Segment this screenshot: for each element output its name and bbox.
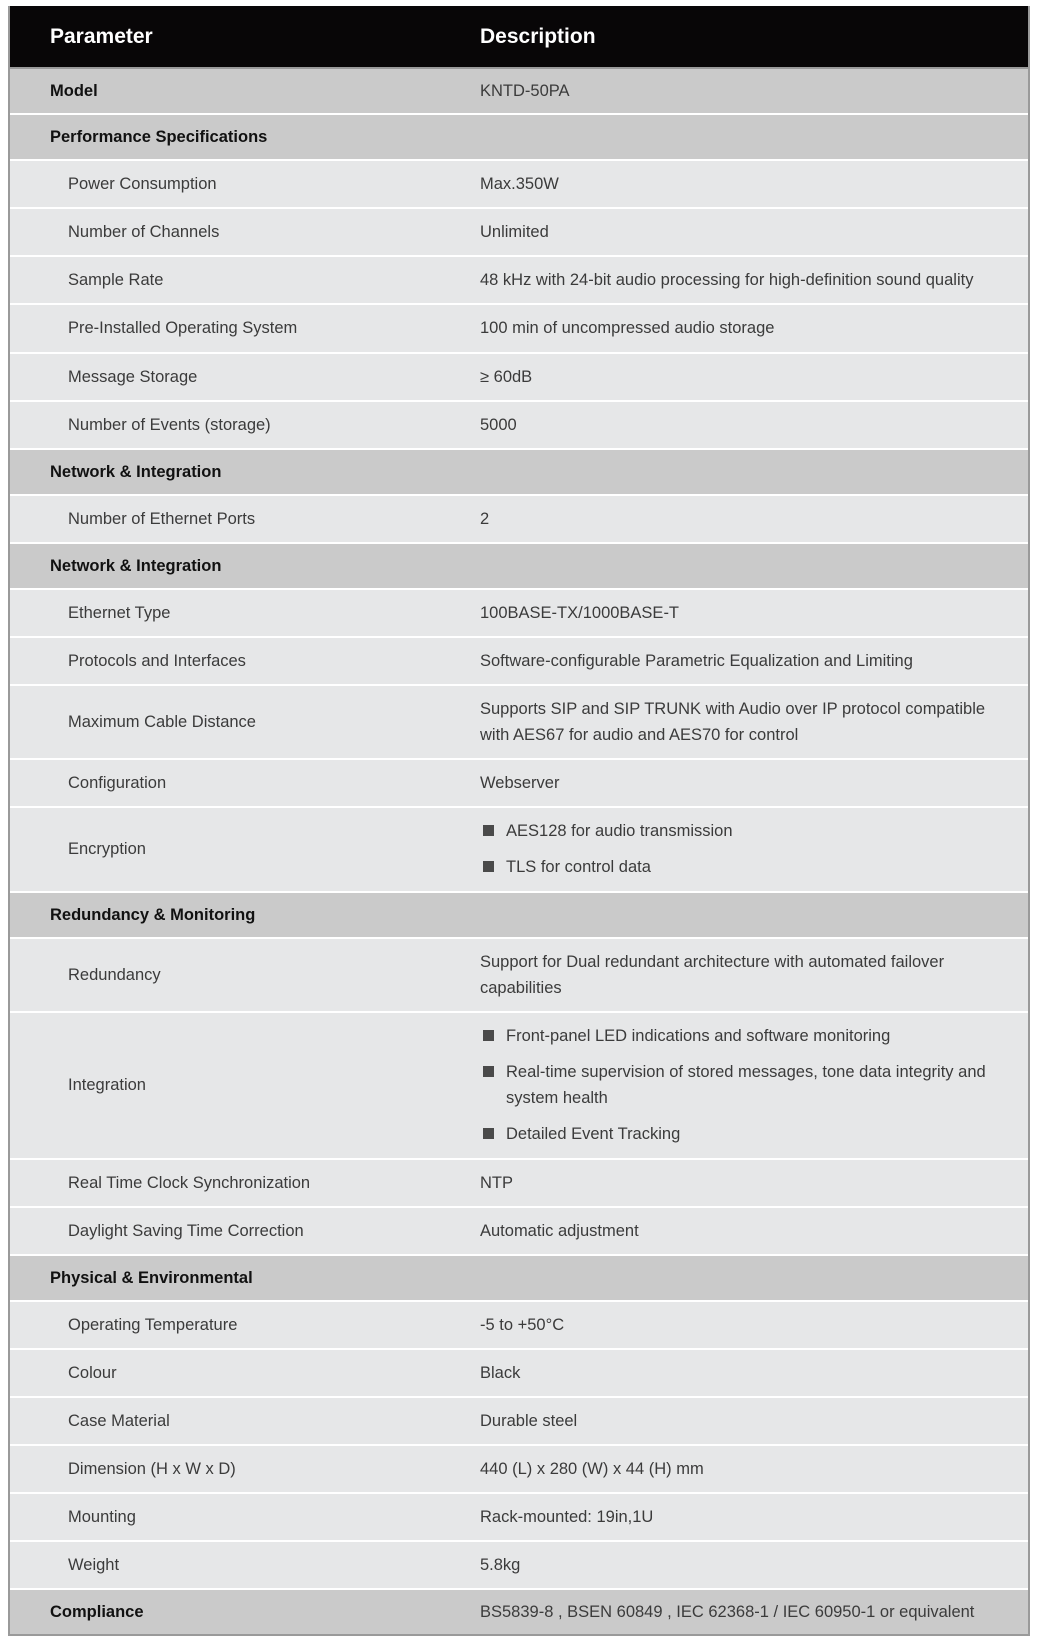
description-value: 48 kHz with 24-bit audio processing for high-definition sound quality	[480, 271, 974, 290]
parameter-label: Real Time Clock Synchronization	[68, 1173, 311, 1192]
description-value	[480, 1013, 1028, 1158]
square-bullet-icon	[483, 1128, 494, 1139]
description-value	[480, 544, 1028, 588]
description-value: NTP	[480, 1173, 513, 1192]
bullet-item	[480, 1023, 1016, 1050]
square-bullet-icon	[483, 1066, 494, 1077]
parameter-label: Message Storage	[68, 367, 198, 386]
bullet-item	[480, 818, 1016, 845]
table-body	[10, 69, 1028, 1634]
parameter-label: Pre-Installed Operating System	[68, 319, 298, 338]
parameter-label: Sample Rate	[68, 271, 164, 290]
description-value: 2	[480, 509, 490, 528]
parameter-label: Case Material	[68, 1411, 170, 1430]
bullet-item	[480, 1121, 1016, 1148]
description-value: Support for Dual redundant architecture with automated failover capabilities	[480, 952, 945, 997]
column-header-description: Description	[480, 25, 596, 48]
table-row	[10, 1446, 1028, 1494]
description-value	[480, 115, 1028, 159]
section-header-row	[10, 1256, 1028, 1302]
table-row	[10, 1590, 1028, 1634]
description-value: KNTD-50PA	[480, 82, 570, 101]
table-row	[10, 1494, 1028, 1542]
description-value: BS5839-8 , BSEN 60849 , IEC 62368-1 / IEC 60950-1 or equivalent	[480, 1603, 975, 1622]
parameter-label: Dimension (H x W x D)	[68, 1460, 236, 1479]
description-value	[480, 450, 1028, 494]
description-value: 5.8kg	[480, 1556, 521, 1575]
table-row	[10, 1350, 1028, 1398]
table-row	[10, 209, 1028, 257]
section-label: Network & Integration	[50, 556, 222, 575]
description-value: ≥ 60dB	[480, 367, 533, 386]
description-value: Software-configurable Parametric Equalization and Limiting	[480, 651, 913, 670]
parameter-label: Number of Channels	[68, 223, 220, 242]
bullet-list	[480, 818, 1016, 880]
parameter-label: Power Consumption	[68, 175, 217, 194]
table-row	[10, 161, 1028, 209]
description-value: Max.350W	[480, 175, 559, 194]
parameter-label: Integration	[68, 1076, 146, 1095]
bullet-text: Detailed Event Tracking	[506, 1124, 681, 1143]
description-value: Supports SIP and SIP TRUNK with Audio over IP protocol compatible with AES67 for audio and AES70 for control	[480, 699, 986, 745]
table-row	[10, 1013, 1028, 1160]
parameter-label: Number of Ethernet Ports	[68, 509, 256, 528]
square-bullet-icon	[483, 861, 494, 872]
parameter-label: Maximum Cable Distance	[68, 713, 256, 732]
table-row	[10, 1542, 1028, 1590]
parameter-label: Colour	[68, 1363, 117, 1382]
table-row	[10, 760, 1028, 808]
table-row	[10, 1302, 1028, 1350]
table-row	[10, 1208, 1028, 1256]
section-label: Performance Specifications	[50, 128, 268, 147]
section-label: Redundancy & Monitoring	[50, 905, 256, 924]
bullet-text: Real-time supervision of stored messages, tone data integrity and system health	[506, 1062, 986, 1108]
parameter-label: Compliance	[50, 1603, 144, 1622]
specification-table	[8, 6, 1030, 1636]
table-header-row	[10, 6, 1028, 69]
table-row	[10, 808, 1028, 892]
table-row	[10, 402, 1028, 450]
section-label: Physical & Environmental	[50, 1268, 253, 1287]
description-value: Rack-mounted: 19in,1U	[480, 1508, 654, 1527]
parameter-label: Redundancy	[68, 965, 161, 984]
section-header-row	[10, 544, 1028, 590]
table-row	[10, 305, 1028, 353]
description-value	[480, 808, 1028, 890]
table-row	[10, 1160, 1028, 1208]
column-header-parameter: Parameter	[50, 25, 153, 48]
parameter-label: Daylight Saving Time Correction	[68, 1221, 304, 1240]
table-row	[10, 638, 1028, 686]
description-value: 100BASE-TX/1000BASE-T	[480, 603, 680, 622]
parameter-label: Number of Events (storage)	[68, 415, 271, 434]
description-value: Webserver	[480, 774, 560, 793]
parameter-label: Ethernet Type	[68, 603, 171, 622]
bullet-text: Front-panel LED indications and software monitoring	[506, 1026, 891, 1045]
parameter-label: Operating Temperature	[68, 1315, 238, 1334]
parameter-label: Configuration	[68, 774, 167, 793]
description-value: Automatic adjustment	[480, 1221, 639, 1240]
section-label: Network & Integration	[50, 462, 222, 481]
description-value: Black	[480, 1363, 521, 1382]
description-value: 5000	[480, 415, 517, 434]
description-value: Unlimited	[480, 223, 549, 242]
section-header-row	[10, 450, 1028, 496]
description-value: 100 min of uncompressed audio storage	[480, 319, 775, 338]
parameter-label: Model	[50, 82, 98, 101]
bullet-text: AES128 for audio transmission	[506, 822, 733, 841]
parameter-label: Weight	[68, 1556, 120, 1575]
section-header-row	[10, 893, 1028, 939]
table-row	[10, 1398, 1028, 1446]
bullet-item	[480, 854, 1016, 881]
description-value: Durable steel	[480, 1411, 578, 1430]
description-value: -5 to +50°C	[480, 1315, 565, 1334]
bullet-text: TLS for control data	[506, 857, 651, 876]
table-row	[10, 69, 1028, 115]
table-row	[10, 496, 1028, 544]
bullet-item	[480, 1059, 1016, 1112]
section-header-row	[10, 115, 1028, 161]
square-bullet-icon	[483, 1030, 494, 1041]
table-row	[10, 939, 1028, 1013]
square-bullet-icon	[483, 825, 494, 836]
table-row	[10, 257, 1028, 305]
description-value	[480, 893, 1028, 937]
table-row	[10, 354, 1028, 402]
parameter-label: Encryption	[68, 840, 146, 859]
table-row	[10, 686, 1028, 760]
parameter-label: Mounting	[68, 1508, 136, 1527]
parameter-label: Protocols and Interfaces	[68, 651, 246, 670]
description-value: 440 (L) x 280 (W) x 44 (H) mm	[480, 1460, 704, 1479]
bullet-list	[480, 1023, 1016, 1148]
table-row	[10, 590, 1028, 638]
